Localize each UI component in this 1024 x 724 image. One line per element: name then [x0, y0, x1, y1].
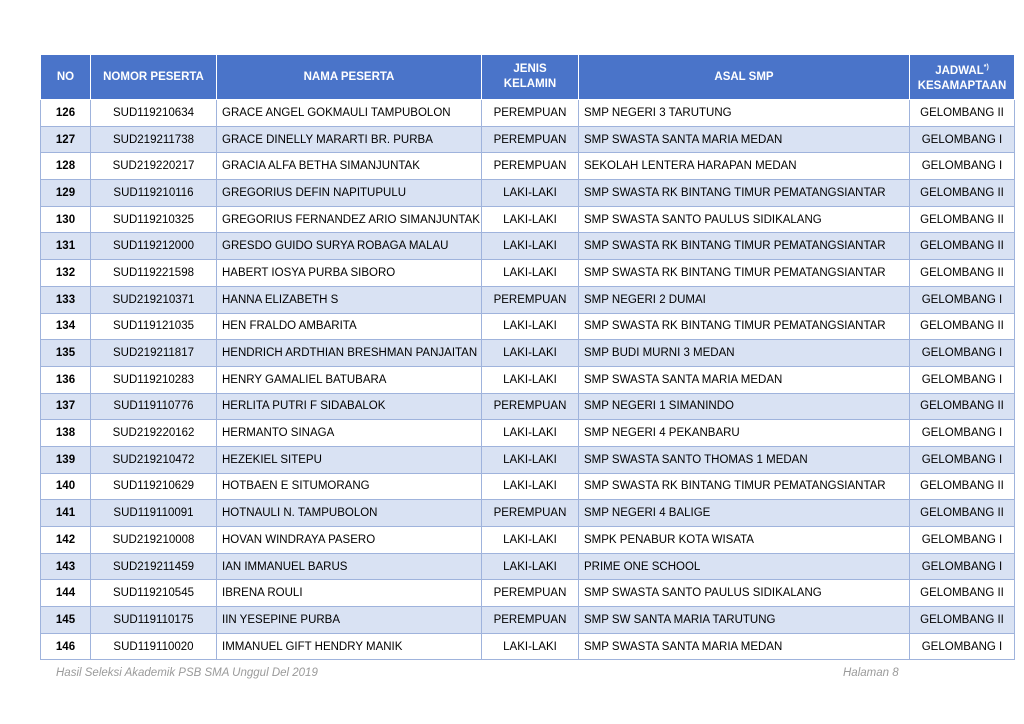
cell-gender: PEREMPUAN: [482, 500, 579, 527]
header-jadwal-kesamaptaan: [910, 55, 1015, 100]
cell-participant-number: SUD119210116: [91, 180, 217, 207]
table-row: [41, 180, 1015, 207]
cell-row-number: 134: [41, 313, 91, 340]
cell-participant-number: SUD119210545: [91, 580, 217, 607]
table-row: [41, 500, 1015, 527]
cell-schedule: GELOMBANG I: [910, 527, 1015, 554]
cell-schedule: GELOMBANG I: [910, 286, 1015, 313]
header-asal-smp: ASAL SMP: [579, 55, 910, 100]
cell-schedule: GELOMBANG I: [910, 553, 1015, 580]
table-row: [41, 446, 1015, 473]
cell-row-number: 129: [41, 180, 91, 207]
cell-origin-school: SMP NEGERI 3 TARUTUNG: [579, 100, 910, 127]
cell-participant-name: IMMANUEL GIFT HENDRY MANIK: [217, 633, 482, 660]
cell-gender: LAKI-LAKI: [482, 366, 579, 393]
cell-row-number: 131: [41, 233, 91, 260]
cell-origin-school: SMP SWASTA RK BINTANG TIMUR PEMATANGSIANTAR: [579, 313, 910, 340]
cell-participant-name: HEZEKIEL SITEPU: [217, 446, 482, 473]
cell-schedule: GELOMBANG II: [910, 393, 1015, 420]
cell-origin-school: SMPK PENABUR KOTA WISATA: [579, 527, 910, 554]
cell-origin-school: SMP SWASTA SANTO PAULUS SIDIKALANG: [579, 206, 910, 233]
cell-origin-school: SMP SWASTA SANTO PAULUS SIDIKALANG: [579, 580, 910, 607]
table-row: [41, 100, 1015, 127]
cell-participant-number: SUD119210283: [91, 366, 217, 393]
header-nama-peserta: NAMA PESERTA: [217, 55, 482, 100]
cell-row-number: 136: [41, 366, 91, 393]
cell-participant-name: HABERT IOSYA PURBA SIBORO: [217, 260, 482, 287]
header-jadwal-line2: KESAMAPTAAN: [917, 79, 1007, 92]
cell-participant-number: SUD219220217: [91, 153, 217, 180]
cell-schedule: GELOMBANG II: [910, 313, 1015, 340]
cell-origin-school: SMP BUDI MURNI 3 MEDAN: [579, 340, 910, 367]
cell-origin-school: SMP SWASTA RK BINTANG TIMUR PEMATANGSIANTAR: [579, 473, 910, 500]
cell-participant-name: GRESDO GUIDO SURYA ROBAGA MALAU: [217, 233, 482, 260]
cell-gender: PEREMPUAN: [482, 393, 579, 420]
cell-participant-name: IIN YESEPINE PURBA: [217, 607, 482, 634]
table-row: [41, 633, 1015, 660]
cell-row-number: 141: [41, 500, 91, 527]
cell-origin-school: SMP SWASTA RK BINTANG TIMUR PEMATANGSIANTAR: [579, 260, 910, 287]
cell-participant-number: SUD119221598: [91, 260, 217, 287]
cell-gender: PEREMPUAN: [482, 153, 579, 180]
cell-row-number: 127: [41, 126, 91, 153]
cell-schedule: GELOMBANG II: [910, 100, 1015, 127]
cell-participant-name: GREGORIUS FERNANDEZ ARIO SIMANJUNTAK: [217, 206, 482, 233]
cell-row-number: 139: [41, 446, 91, 473]
table-row: [41, 607, 1015, 634]
cell-participant-name: GRACIA ALFA BETHA SIMANJUNTAK: [217, 153, 482, 180]
cell-schedule: GELOMBANG II: [910, 580, 1015, 607]
cell-participant-name: HANNA ELIZABETH S: [217, 286, 482, 313]
table-body: [41, 100, 1015, 660]
cell-origin-school: SMP NEGERI 4 PEKANBARU: [579, 420, 910, 447]
cell-schedule: GELOMBANG II: [910, 206, 1015, 233]
cell-gender: LAKI-LAKI: [482, 420, 579, 447]
cell-gender: LAKI-LAKI: [482, 233, 579, 260]
cell-origin-school: SMP SWASTA RK BINTANG TIMUR PEMATANGSIANTAR: [579, 233, 910, 260]
table-row: [41, 553, 1015, 580]
cell-participant-name: HENRY GAMALIEL BATUBARA: [217, 366, 482, 393]
table-row: [41, 393, 1015, 420]
cell-schedule: GELOMBANG II: [910, 233, 1015, 260]
cell-participant-number: SUD119110776: [91, 393, 217, 420]
cell-row-number: 140: [41, 473, 91, 500]
table-row: [41, 580, 1015, 607]
cell-participant-name: HOVAN WINDRAYA PASERO: [217, 527, 482, 554]
cell-gender: LAKI-LAKI: [482, 340, 579, 367]
cell-row-number: 138: [41, 420, 91, 447]
cell-origin-school: SMP SWASTA SANTA MARIA MEDAN: [579, 126, 910, 153]
cell-participant-name: HERMANTO SINAGA: [217, 420, 482, 447]
cell-participant-name: HERLITA PUTRI F SIDABALOK: [217, 393, 482, 420]
header-jadwal-line1: JADWAL: [935, 64, 984, 77]
cell-row-number: 142: [41, 527, 91, 554]
cell-schedule: GELOMBANG I: [910, 446, 1015, 473]
cell-participant-number: SUD219211817: [91, 340, 217, 367]
cell-participant-number: SUD219211738: [91, 126, 217, 153]
cell-gender: LAKI-LAKI: [482, 180, 579, 207]
cell-schedule: GELOMBANG II: [910, 260, 1015, 287]
cell-participant-name: HEN FRALDO AMBARITA: [217, 313, 482, 340]
cell-schedule: GELOMBANG II: [910, 473, 1015, 500]
cell-participant-name: GRACE ANGEL GOKMAULI TAMPUBOLON: [217, 100, 482, 127]
cell-gender: LAKI-LAKI: [482, 206, 579, 233]
cell-row-number: 132: [41, 260, 91, 287]
table-row: [41, 126, 1015, 153]
cell-schedule: GELOMBANG I: [910, 633, 1015, 660]
table-row: [41, 366, 1015, 393]
cell-participant-number: SUD219210008: [91, 527, 217, 554]
cell-participant-number: SUD119110175: [91, 607, 217, 634]
cell-participant-number: SUD119212000: [91, 233, 217, 260]
footer-page-number: Halaman 8: [843, 667, 899, 679]
cell-row-number: 126: [41, 100, 91, 127]
header-nomor-peserta: NOMOR PESERTA: [91, 55, 217, 100]
table-row: [41, 340, 1015, 367]
cell-gender: LAKI-LAKI: [482, 446, 579, 473]
table-row: [41, 527, 1015, 554]
cell-schedule: GELOMBANG II: [910, 180, 1015, 207]
cell-participant-number: SUD219211459: [91, 553, 217, 580]
footer-document-title: Hasil Seleksi Akademik PSB SMA Unggul Del 2019: [56, 667, 318, 679]
cell-origin-school: SMP SWASTA SANTO THOMAS 1 MEDAN: [579, 446, 910, 473]
table-row: [41, 420, 1015, 447]
header-jenis-kelamin: JENIS KELAMIN: [482, 55, 579, 100]
cell-origin-school: SEKOLAH LENTERA HARAPAN MEDAN: [579, 153, 910, 180]
cell-gender: LAKI-LAKI: [482, 553, 579, 580]
cell-gender: PEREMPUAN: [482, 580, 579, 607]
cell-participant-number: SUD119210634: [91, 100, 217, 127]
cell-row-number: 145: [41, 607, 91, 634]
table-header: [41, 55, 1015, 100]
cell-schedule: GELOMBANG II: [910, 500, 1015, 527]
header-no: NO: [41, 55, 91, 100]
cell-participant-name: IAN IMMANUEL BARUS: [217, 553, 482, 580]
cell-participant-name: IBRENA ROULI: [217, 580, 482, 607]
cell-schedule: GELOMBANG I: [910, 420, 1015, 447]
cell-participant-name: HENDRICH ARDTHIAN BRESHMAN PANJAITAN: [217, 340, 482, 367]
cell-gender: PEREMPUAN: [482, 607, 579, 634]
cell-schedule: GELOMBANG I: [910, 340, 1015, 367]
cell-schedule: GELOMBANG II: [910, 607, 1015, 634]
table-row: [41, 206, 1015, 233]
cell-schedule: GELOMBANG I: [910, 153, 1015, 180]
cell-participant-name: HOTNAULI N. TAMPUBOLON: [217, 500, 482, 527]
table-row: [41, 473, 1015, 500]
cell-gender: LAKI-LAKI: [482, 473, 579, 500]
cell-row-number: 128: [41, 153, 91, 180]
cell-participant-name: GREGORIUS DEFIN NAPITUPULU: [217, 180, 482, 207]
cell-gender: PEREMPUAN: [482, 100, 579, 127]
cell-row-number: 135: [41, 340, 91, 367]
table-row: [41, 286, 1015, 313]
cell-origin-school: SMP SWASTA SANTA MARIA MEDAN: [579, 366, 910, 393]
cell-row-number: 133: [41, 286, 91, 313]
cell-row-number: 130: [41, 206, 91, 233]
table-row: [41, 260, 1015, 287]
cell-origin-school: PRIME ONE SCHOOL: [579, 553, 910, 580]
cell-participant-number: SUD119110020: [91, 633, 217, 660]
cell-gender: PEREMPUAN: [482, 286, 579, 313]
participant-table-container: [40, 54, 1014, 660]
cell-gender: PEREMPUAN: [482, 126, 579, 153]
cell-gender: LAKI-LAKI: [482, 527, 579, 554]
cell-participant-name: GRACE DINELLY MARARTI BR. PURBA: [217, 126, 482, 153]
cell-participant-number: SUD119121035: [91, 313, 217, 340]
cell-participant-number: SUD119210629: [91, 473, 217, 500]
cell-origin-school: SMP SWASTA SANTA MARIA MEDAN: [579, 633, 910, 660]
cell-participant-number: SUD119210325: [91, 206, 217, 233]
table-row: [41, 313, 1015, 340]
cell-origin-school: SMP SWASTA RK BINTANG TIMUR PEMATANGSIANTAR: [579, 180, 910, 207]
table-header-row: [41, 55, 1015, 100]
cell-gender: LAKI-LAKI: [482, 633, 579, 660]
cell-row-number: 146: [41, 633, 91, 660]
cell-row-number: 144: [41, 580, 91, 607]
cell-participant-number: SUD219210472: [91, 446, 217, 473]
cell-participant-number: SUD119110091: [91, 500, 217, 527]
cell-row-number: 137: [41, 393, 91, 420]
cell-gender: LAKI-LAKI: [482, 260, 579, 287]
cell-origin-school: SMP NEGERI 2 DUMAI: [579, 286, 910, 313]
table-row: [41, 233, 1015, 260]
cell-participant-number: SUD219210371: [91, 286, 217, 313]
cell-origin-school: SMP NEGERI 4 BALIGE: [579, 500, 910, 527]
cell-participant-name: HOTBAEN E SITUMORANG: [217, 473, 482, 500]
cell-origin-school: SMP NEGERI 1 SIMANINDO: [579, 393, 910, 420]
cell-row-number: 143: [41, 553, 91, 580]
cell-participant-number: SUD219220162: [91, 420, 217, 447]
participant-table: [40, 54, 1015, 660]
cell-schedule: GELOMBANG I: [910, 126, 1015, 153]
cell-schedule: GELOMBANG I: [910, 366, 1015, 393]
cell-gender: LAKI-LAKI: [482, 313, 579, 340]
header-jadwal-footnote-mark: *): [983, 64, 989, 72]
cell-origin-school: SMP SW SANTA MARIA TARUTUNG: [579, 607, 910, 634]
table-row: [41, 153, 1015, 180]
